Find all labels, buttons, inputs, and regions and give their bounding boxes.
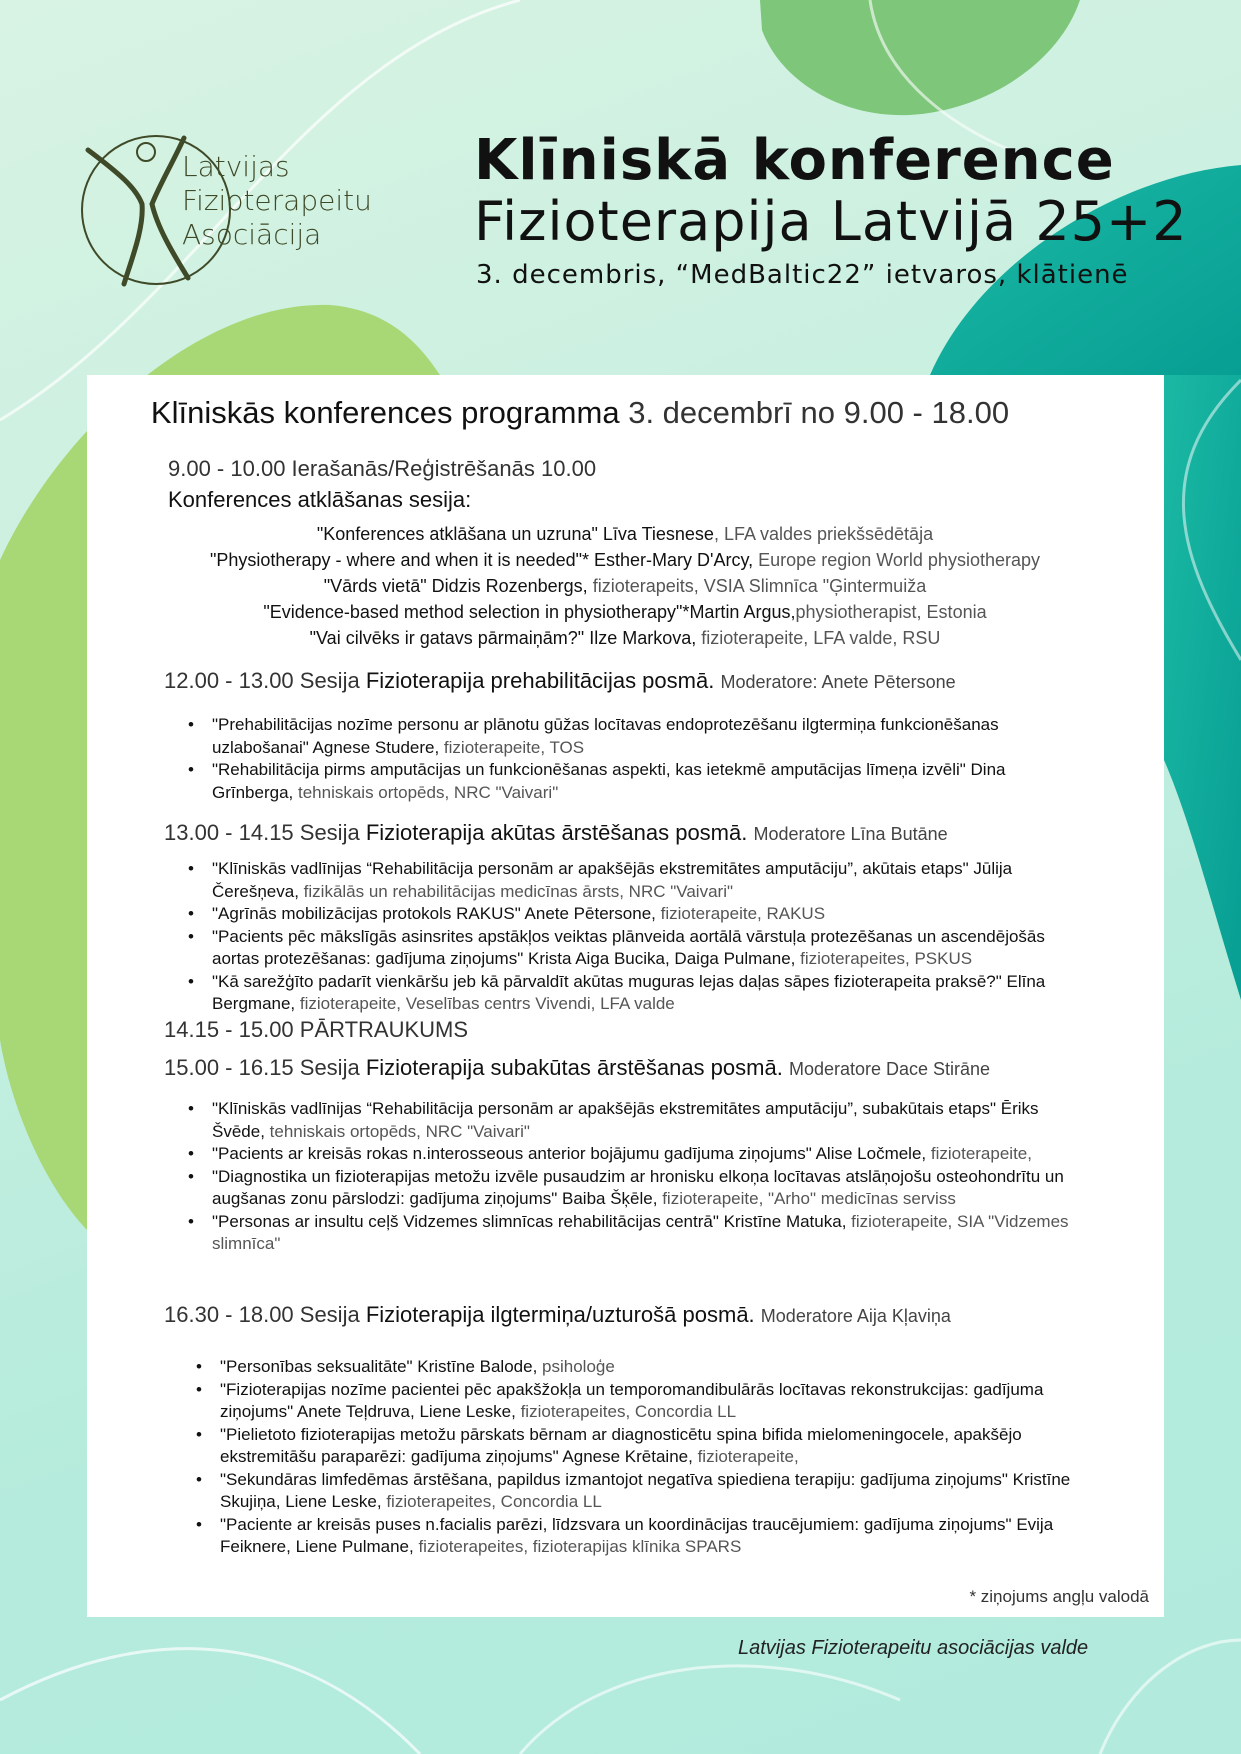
list-item xyxy=(212,926,1092,971)
session-title: Fizioterapija ilgtermiņa/uzturošā posmā. xyxy=(365,1302,755,1327)
opening-item-info: , LFA valdes priekšsēdētāja xyxy=(713,524,934,544)
registration-line: 9.00 - 10.00 Ierašanās/Reģistrēšanās 10.00 xyxy=(168,456,597,481)
talk-info: fizikālās un rehabilitācijas medicīnas ārsts, NRC "Vaivari" xyxy=(298,881,734,901)
opening-item-info: fizioterapeite, LFA valde, RSU xyxy=(696,628,941,648)
opening-session-title: Konferences atklāšanas sesija: xyxy=(168,487,472,512)
talk-title: "Rehabilitācija pirms amputācijas un funkcionēšanas aspekti, kas ietekmē amputācijas līmeņa izvēli" Dina Grīnberga, xyxy=(212,760,1006,802)
session-talk-list xyxy=(212,1098,1092,1256)
green-blob-top xyxy=(760,0,1080,115)
break-line: 14.15 - 15.00 PĀRTRAUKUMS xyxy=(164,1017,469,1042)
session-moderator: Moderatore Aija Kļaviņa xyxy=(760,1306,951,1326)
talk-info: fizioterapeites, fizioterapijas klīnika SPARS xyxy=(413,1537,742,1556)
opening-item-speaker: Līva Tiesnese xyxy=(602,524,714,544)
logo-line-3: Asociācija xyxy=(182,218,322,251)
talk-title: "Kā sarežģīto padarīt vienkāršu jeb kā pārvaldīt akūtas muguras lejas daļas sāpes fizioterapeita praksē?" Elīna Bergmane, xyxy=(212,971,1046,1013)
opening-item-speaker: Esther-Mary D'Arcy, xyxy=(594,550,754,570)
session-time: 15.00 - 16.15 Sesija xyxy=(164,1055,360,1080)
talk-title: "Klīniskās vadlīnijas “Rehabilitācija personām ar apakšējās ekstremitātes amputāciju”, akūtais etaps" Jūlija Čerešņeva, xyxy=(212,859,1013,901)
opening-item-info: Europe region World physiotherapy xyxy=(753,550,1040,570)
logo-line-1: Latvijas xyxy=(182,150,290,183)
talk-info: fizioterapeites, PSKUS xyxy=(795,949,973,968)
session-talk-list xyxy=(220,1356,1100,1559)
list-item xyxy=(212,1098,1092,1143)
session-time: 13.00 - 14.15 Sesija xyxy=(164,820,360,845)
talk-info: fizioterapeite, "Arho" medicīnas serviss xyxy=(657,1189,956,1208)
session-moderator: Moderatore Dace Stirāne xyxy=(788,1059,991,1079)
list-item xyxy=(212,1166,1092,1211)
logo-text xyxy=(182,150,372,252)
list-item xyxy=(212,1143,1092,1166)
list-item xyxy=(212,714,1072,759)
program-title-date: 3. decembrī no 9.00 - 18.00 xyxy=(628,395,1010,430)
opening-item-speaker: Martin Argus, xyxy=(689,602,796,622)
talk-title: "Personības seksualitāte" Kristīne Balode, xyxy=(220,1357,538,1376)
session-title: Fizioterapija subakūtas ārstēšanas posmā. xyxy=(365,1055,783,1080)
talk-info: fizioterapeite, Veselības centrs Vivendi, LFA valde xyxy=(295,994,675,1013)
opening-item-info: physiotherapist, Estonia xyxy=(795,602,987,622)
session-heading xyxy=(164,820,948,846)
opening-item-speaker: Ilze Markova, xyxy=(589,628,697,648)
talk-info: psiholoģe xyxy=(537,1357,615,1376)
talk-title: "Fizioterapijas nozīme pacientei pēc apakšžokļa un temporomandibulārās locītavas rekonstrukcijas: gadījuma ziņojums" Anete Teļdruva, Liene Leske, xyxy=(220,1379,1044,1421)
list-item xyxy=(212,759,1072,804)
talk-title: "Agrīnās mobilizācijas protokols RAKUS" Anete Pētersone, xyxy=(212,904,656,923)
list-item xyxy=(220,1356,1100,1379)
opening-item-speaker: Didzis Rozenbergs, xyxy=(431,576,588,596)
footnote: * ziņojums angļu valodā xyxy=(969,1587,1149,1606)
talk-title: "Prehabilitācijas nozīme personu ar plānotu gūžas locītavas endoprotezēšanu ilgtermiņa funkcionēšanas uzlabošanai" Agnese Studere, xyxy=(212,715,999,757)
signature: Latvijas Fizioterapeitu asociācijas valde xyxy=(738,1637,1089,1659)
opening-item-title: "Vai cilvēks ir gatavs pārmaiņām?" xyxy=(309,628,585,648)
talk-info: fizioterapeite, xyxy=(692,1447,799,1466)
conference-date: 3. decembris, “MedBaltic22” ietvaros, klātienē xyxy=(476,260,1129,290)
talk-title: "Diagnostika un fizioterapijas metožu izvēle pusaudzim ar hronisku elkoņa locītavas atslāņojošu osteohondrītu un augšanas zonu pārslodzi: gadījuma ziņojums" Baiba Šķēle, xyxy=(212,1166,1064,1208)
talk-info: tehniskais ortopēds, NRC "Vaivari" xyxy=(264,1121,530,1141)
session-time: 16.30 - 18.00 Sesija xyxy=(164,1302,360,1327)
opening-item-info: fizioterapeits, VSIA Slimnīca "Ģintermuiža xyxy=(587,576,927,596)
talk-title: "Sekundāras limfedēmas ārstēšana, papildus izmantojot negatīva spiediena terapiju: gadījuma ziņojums" Kristīne Skujiņa, Liene Leske, xyxy=(220,1469,1071,1511)
opening-item xyxy=(160,625,1090,651)
opening-item xyxy=(160,521,1090,547)
session-moderator: Moderatore Līna Butāne xyxy=(753,824,948,844)
session-talk-list xyxy=(212,858,1092,1016)
talk-title: "Pacients ar kreisās rokas n.interosseous anterior bojājumu gadījuma ziņojums" Alise Ločmele, xyxy=(212,1144,927,1163)
opening-item-title: "Vārds vietā" xyxy=(323,576,427,596)
talk-title: "Personas ar insultu ceļš Vidzemes slimnīcas rehabilitācijas centrā" Kristīne Matuka, xyxy=(212,1211,847,1231)
opening-item xyxy=(160,547,1090,573)
opening-session-list xyxy=(160,521,1090,651)
talk-title: "Pielietoto fizioterapijas metožu pārskats bērnam ar diagnosticētu spina bifida mielomeningocele, apakšējo ekstremitāšu paraparēzi: gadījuma ziņojums" Agnese Krētaine, xyxy=(220,1424,1022,1466)
list-item xyxy=(220,1514,1100,1559)
talk-info: fizioterapeites, Concordia LL xyxy=(515,1402,737,1421)
talk-info: tehniskais ortopēds, NRC "Vaivari" xyxy=(293,782,559,802)
talk-info: fizioterapeite, RAKUS xyxy=(655,904,826,923)
session-time: 12.00 - 13.00 Sesija xyxy=(164,668,360,693)
session-talk-list xyxy=(212,714,1072,804)
opening-item-title: "Konferences atklāšana un uzruna" xyxy=(316,524,598,544)
session-moderator: Moderatore: Anete Pētersone xyxy=(720,672,956,692)
list-item xyxy=(212,903,1092,926)
list-item xyxy=(212,971,1092,1016)
list-item xyxy=(220,1424,1100,1469)
program-title-main: Klīniskās konferences programma xyxy=(150,395,620,430)
session-heading xyxy=(164,1055,990,1081)
curve-line-4 xyxy=(520,1666,900,1754)
session-title: Fizioterapija prehabilitācijas posmā. xyxy=(365,668,715,693)
list-item xyxy=(220,1379,1100,1424)
curve-line-5 xyxy=(1100,1640,1241,1754)
curve-line-3 xyxy=(0,1649,420,1754)
opening-item-title: "Evidence-based method selection in physiotherapy"* xyxy=(263,602,690,622)
talk-info: fizioterapeite, SIA "Vidzemes slimnīca" xyxy=(212,1211,1069,1253)
talk-title: "Klīniskās vadlīnijas “Rehabilitācija personām ar apakšējās ekstremitātes amputāciju”, subakūtais etaps" Ēriks Švēde, xyxy=(212,1099,1039,1141)
session-heading xyxy=(164,1302,951,1328)
conference-title: Klīniskā konference xyxy=(474,128,1115,193)
opening-item xyxy=(160,573,1090,599)
teal-blob-right-lower xyxy=(1164,375,1241,1000)
conference-subtitle: Fizioterapija Latvijā 25+2 xyxy=(474,190,1188,253)
list-item xyxy=(212,858,1092,903)
logo-line-2: Fizioterapeitu xyxy=(182,184,372,217)
talk-title: "Paciente ar kreisās puses n.facialis parēzi, līdzsvara un koordinācijas traucējumiem: gadījuma ziņojums" Evija Feiknere, Liene Pulmane, xyxy=(220,1514,1054,1556)
talk-info: fizioterapeites, Concordia LL xyxy=(381,1492,602,1511)
opening-item xyxy=(160,599,1090,625)
talk-title: "Pacients pēc mākslīgās asinsrites apstākļos veiktas plānveida aortālā vārstuļa protezēšanas un ascendējošās aortas protezēšanas: gadījuma ziņojums" Krista Aiga Bucika, Daiga Pulmane, xyxy=(212,926,1045,968)
session-heading xyxy=(164,668,956,694)
talk-info: fizioterapeite, xyxy=(926,1144,1032,1163)
list-item xyxy=(212,1211,1092,1256)
list-item xyxy=(220,1469,1100,1514)
opening-item-title: "Physiotherapy - where and when it is needed"* xyxy=(210,550,590,570)
session-title: Fizioterapija akūtas ārstēšanas posmā. xyxy=(365,820,748,845)
talk-info: fizioterapeite, TOS xyxy=(439,737,585,757)
program-title xyxy=(105,395,1055,431)
